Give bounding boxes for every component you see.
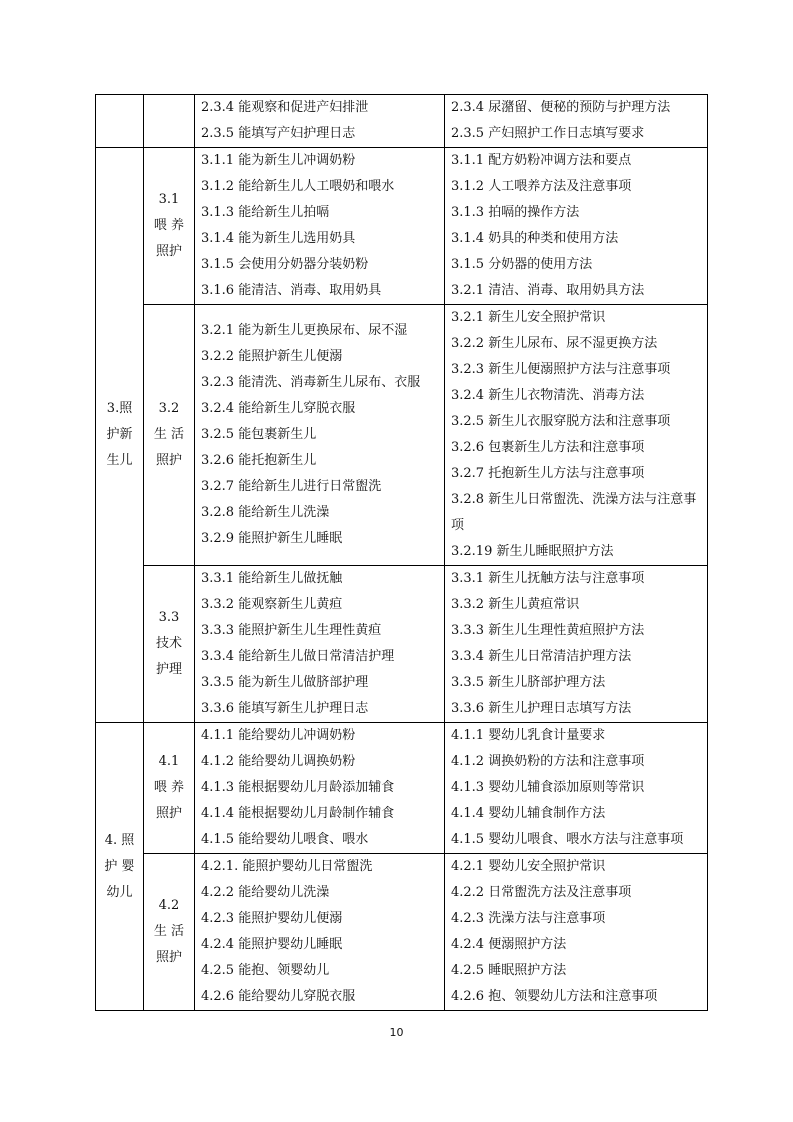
list-item: 4.2.5 睡眠照护方法 bbox=[451, 963, 567, 978]
list-item: 3.2.3 能清洗、消毒新生儿尿布、衣服 bbox=[201, 375, 421, 390]
list-item: 3.3.2 新生儿黄疸常识 bbox=[451, 597, 580, 612]
list-item: 3.2.1 新生儿安全照护常识 bbox=[451, 310, 606, 325]
list-item: 4.2.4 便溺照护方法 bbox=[451, 937, 567, 952]
list-item: 3.2.3 新生儿便溺照护方法与注意事项 bbox=[451, 362, 671, 377]
list-item: 3.1.5 会使用分奶器分装奶粉 bbox=[201, 257, 369, 272]
list-item: 4.1.5 婴幼儿喂食、喂水方法与注意事项 bbox=[451, 832, 684, 847]
list-item: 3.3.5 新生儿脐部护理方法 bbox=[451, 675, 606, 690]
list-item: 3.2.5 能包裹新生儿 bbox=[201, 427, 317, 442]
list-item: 3.2.9 能照护新生儿睡眠 bbox=[201, 531, 343, 546]
table-row bbox=[96, 305, 708, 566]
list-item: 2.3.5 能填写产妇护理日志 bbox=[201, 126, 356, 141]
list-item: 3.3.4 新生儿日常清洁护理方法 bbox=[451, 649, 632, 664]
list-item: 4.1.2 能给婴幼儿调换奶粉 bbox=[201, 754, 356, 769]
area-cell: 4. 照 护 婴 幼儿 bbox=[96, 723, 144, 1011]
list-item: 3.3.2 能观察新生儿黄疸 bbox=[201, 597, 343, 612]
list-item: 3.1.5 分奶器的使用方法 bbox=[451, 257, 593, 272]
list-item: 3.1.4 能为新生儿选用奶具 bbox=[201, 231, 356, 246]
list-item: 3.2.4 新生儿衣物清洗、消毒方法 bbox=[451, 388, 645, 403]
skills-cell bbox=[195, 95, 445, 148]
table-row bbox=[96, 95, 708, 148]
list-item: 3.3.3 能照护新生儿生理性黄疸 bbox=[201, 623, 382, 638]
skills-table bbox=[95, 94, 708, 1011]
area-cell bbox=[96, 95, 144, 148]
list-item: 3.2.4 能给新生儿穿脱衣服 bbox=[201, 401, 356, 416]
list-item: 4.1.1 能给婴幼儿冲调奶粉 bbox=[201, 728, 356, 743]
list-item: 4.2.6 能给婴幼儿穿脱衣服 bbox=[201, 989, 356, 1004]
list-item: 3.3.1 新生儿抚触方法与注意事项 bbox=[451, 571, 645, 586]
unit-cell: 4.2 生 活 照护 bbox=[144, 854, 195, 1011]
table-row bbox=[96, 723, 708, 854]
unit-cell: 3.2 生 活 照护 bbox=[144, 305, 195, 566]
list-item: 4.2.5 能抱、领婴幼儿 bbox=[201, 963, 330, 978]
list-item: 4.2.1 婴幼儿安全照护常识 bbox=[451, 859, 606, 874]
list-item: 4.1.4 能根据婴幼儿月龄制作辅食 bbox=[201, 806, 395, 821]
list-item: 3.2.6 包裹新生儿方法和注意事项 bbox=[451, 440, 645, 455]
unit-cell: 3.1 喂 养 照护 bbox=[144, 148, 195, 305]
list-item: 4.1.5 能给婴幼儿喂食、喂水 bbox=[201, 832, 369, 847]
knowledge-cell bbox=[445, 723, 708, 854]
list-item: 4.2.2 能给婴幼儿洗澡 bbox=[201, 885, 330, 900]
list-item: 3.1.6 能清洁、消毒、取用奶具 bbox=[201, 283, 382, 298]
list-item: 3.3.1 能给新生儿做抚触 bbox=[201, 571, 343, 586]
list-item: 2.3.5 产妇照护工作日志填写要求 bbox=[451, 126, 645, 141]
area-cell: 3.照 护新 生儿 bbox=[96, 148, 144, 723]
list-item: 3.2.6 能托抱新生儿 bbox=[201, 453, 317, 468]
list-item: 4.2.4 能照护婴幼儿睡眠 bbox=[201, 937, 343, 952]
list-item: 4.1.3 能根据婴幼儿月龄添加辅食 bbox=[201, 780, 395, 795]
list-item: 3.3.5 能为新生儿做脐部护理 bbox=[201, 675, 369, 690]
list-item: 3.1.2 人工喂养方法及注意事项 bbox=[451, 179, 632, 194]
list-item: 3.2.8 新生儿日常盥洗、洗澡方法与注意事项 bbox=[451, 492, 697, 533]
unit-cell: 3.3 技术 护理 bbox=[144, 566, 195, 723]
list-item: 3.2.1 清洁、消毒、取用奶具方法 bbox=[451, 283, 645, 298]
list-item: 4.2.1. 能照护婴幼儿日常盥洗 bbox=[201, 859, 373, 874]
list-item: 3.2.7 能给新生儿进行日常盥洗 bbox=[201, 479, 382, 494]
list-item: 3.3.6 能填写新生儿护理日志 bbox=[201, 701, 369, 716]
page-number: 10 bbox=[389, 1026, 404, 1039]
table-row bbox=[96, 854, 708, 1011]
knowledge-cell bbox=[445, 305, 708, 566]
list-item: 3.2.19 新生儿睡眠照护方法 bbox=[451, 544, 614, 559]
table-row bbox=[96, 566, 708, 723]
list-item: 2.3.4 能观察和促进产妇排泄 bbox=[201, 100, 369, 115]
table-row bbox=[96, 148, 708, 305]
list-item: 4.1.4 婴幼儿辅食制作方法 bbox=[451, 806, 606, 821]
list-item: 4.1.1 婴幼儿乳食计量要求 bbox=[451, 728, 606, 743]
list-item: 3.1.1 能为新生儿冲调奶粉 bbox=[201, 153, 356, 168]
list-item: 4.2.6 抱、领婴幼儿方法和注意事项 bbox=[451, 989, 658, 1004]
skills-cell bbox=[195, 723, 445, 854]
list-item: 3.2.2 能照护新生儿便溺 bbox=[201, 349, 343, 364]
list-item: 3.1.4 奶具的种类和使用方法 bbox=[451, 231, 619, 246]
list-item: 3.1.1 配方奶粉冲调方法和要点 bbox=[451, 153, 632, 168]
skills-cell bbox=[195, 566, 445, 723]
list-item: 4.2.2 日常盥洗方法及注意事项 bbox=[451, 885, 632, 900]
list-item: 3.3.6 新生儿护理日志填写方法 bbox=[451, 701, 632, 716]
list-item: 3.3.4 能给新生儿做日常清洁护理 bbox=[201, 649, 395, 664]
list-item: 3.3.3 新生儿生理性黄疸照护方法 bbox=[451, 623, 645, 638]
knowledge-cell bbox=[445, 95, 708, 148]
skills-cell bbox=[195, 854, 445, 1011]
list-item: 4.2.3 洗澡方法与注意事项 bbox=[451, 911, 606, 926]
knowledge-cell bbox=[445, 854, 708, 1011]
list-item: 3.2.7 托抱新生儿方法与注意事项 bbox=[451, 466, 645, 481]
list-item: 3.2.5 新生儿衣服穿脱方法和注意事项 bbox=[451, 414, 671, 429]
knowledge-cell bbox=[445, 148, 708, 305]
list-item: 2.3.4 尿潴留、便秘的预防与护理方法 bbox=[451, 100, 671, 115]
list-item: 3.2.2 新生儿尿布、尿不湿更换方法 bbox=[451, 336, 658, 351]
list-item: 3.2.1 能为新生儿更换尿布、尿不湿 bbox=[201, 323, 408, 338]
knowledge-cell bbox=[445, 566, 708, 723]
skills-cell bbox=[195, 305, 445, 566]
unit-cell bbox=[144, 95, 195, 148]
list-item: 4.1.2 调换奶粉的方法和注意事项 bbox=[451, 754, 645, 769]
unit-cell: 4.1 喂 养 照护 bbox=[144, 723, 195, 854]
skills-cell bbox=[195, 148, 445, 305]
list-item: 3.1.2 能给新生儿人工喂奶和喂水 bbox=[201, 179, 395, 194]
list-item: 3.1.3 能给新生儿拍嗝 bbox=[201, 205, 330, 220]
list-item: 3.1.3 拍嗝的操作方法 bbox=[451, 205, 580, 220]
list-item: 4.2.3 能照护婴幼儿便溺 bbox=[201, 911, 343, 926]
list-item: 3.2.8 能给新生儿洗澡 bbox=[201, 505, 330, 520]
list-item: 4.1.3 婴幼儿辅食添加原则等常识 bbox=[451, 780, 645, 795]
